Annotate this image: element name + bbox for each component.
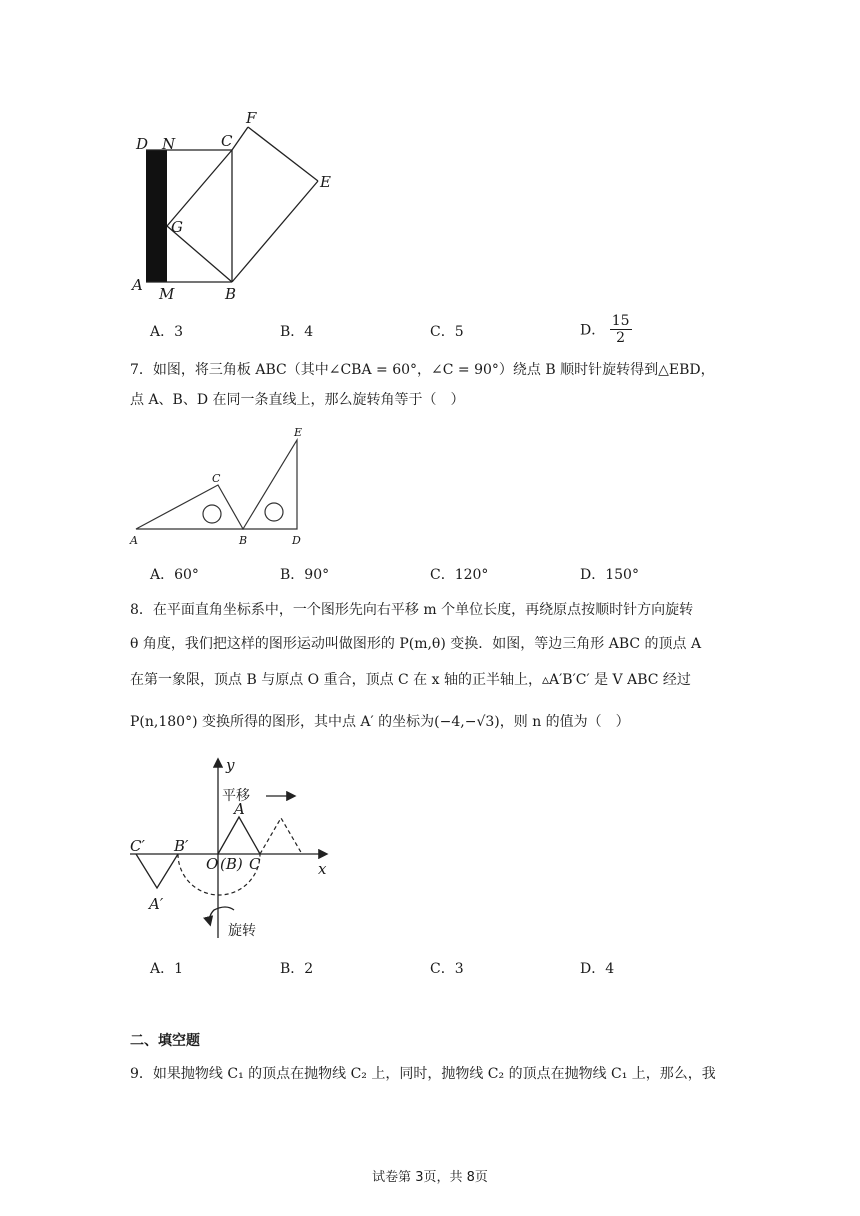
q8-option-d[interactable]: D．4 bbox=[580, 961, 615, 977]
svg-text:C: C bbox=[249, 855, 261, 873]
q7-option-d[interactable]: D．150° bbox=[580, 567, 639, 583]
svg-text:平移: 平移 bbox=[222, 788, 250, 804]
q8-option-c[interactable]: C．3 bbox=[430, 961, 464, 977]
q7-option-c[interactable]: C．120° bbox=[430, 567, 489, 583]
svg-text:旋转: 旋转 bbox=[228, 923, 256, 939]
q6-option-c[interactable]: C．5 bbox=[430, 324, 464, 340]
svg-text:E: E bbox=[320, 173, 331, 191]
fraction-denominator: 2 bbox=[616, 330, 626, 346]
q6-option-d-prefix: D． bbox=[580, 322, 606, 339]
svg-text:D: D bbox=[292, 534, 301, 547]
svg-text:E: E bbox=[294, 426, 303, 439]
q8-option-b[interactable]: B．2 bbox=[280, 961, 314, 977]
svg-text:N: N bbox=[162, 135, 176, 153]
q8-text-line1: 8．在平面直角坐标系中，一个图形先向右平移 m 个单位长度，再绕原点按顺时针方向旋转 bbox=[130, 602, 694, 618]
q7-text-line2: 点 A、B、D 在同一条直线上，那么旋转角等于（ ） bbox=[130, 392, 465, 408]
q6-option-b[interactable]: B．4 bbox=[280, 324, 314, 340]
q7-figure bbox=[126, 422, 326, 550]
svg-text:C′: C′ bbox=[130, 837, 145, 855]
svg-text:(B): (B) bbox=[220, 855, 243, 873]
svg-text:A′: A′ bbox=[149, 895, 164, 913]
q7-text-line1: 7．如图，将三角板 ABC（其中∠CBA = 60°，∠C = 90°）绕点 B 顺时针旋转得到△EBD， bbox=[130, 362, 715, 378]
q6-black-bar bbox=[146, 150, 167, 282]
page-footer: 试卷第 3页，共 8页 bbox=[372, 1170, 488, 1185]
fraction-numerator: 15 bbox=[611, 313, 630, 329]
svg-text:A: A bbox=[234, 800, 245, 818]
svg-text:A: A bbox=[130, 534, 138, 547]
q7-option-a[interactable]: A．60° bbox=[150, 567, 199, 583]
svg-text:O: O bbox=[206, 855, 219, 873]
svg-text:D: D bbox=[136, 135, 149, 153]
q8-option-a[interactable]: A．1 bbox=[150, 961, 184, 977]
svg-text:A: A bbox=[132, 276, 143, 294]
q7-option-b[interactable]: B．90° bbox=[280, 567, 330, 583]
q6-option-d[interactable] bbox=[580, 313, 632, 346]
q9-text-line1: 9．如果抛物线 C₁ 的顶点在抛物线 C₂ 上，同时，抛物线 C₂ 的顶点在抛物线 C₁ 上，那么，我 bbox=[130, 1066, 716, 1082]
svg-text:x: x bbox=[318, 860, 327, 878]
section-title-fill-in: 二、填空题 bbox=[130, 1033, 200, 1049]
svg-text:F: F bbox=[246, 109, 257, 127]
q8-figure bbox=[126, 752, 346, 944]
svg-text:M: M bbox=[159, 285, 175, 300]
svg-text:B: B bbox=[239, 534, 248, 547]
q6-option-d-fraction bbox=[610, 313, 632, 346]
svg-text:B′: B′ bbox=[174, 837, 189, 855]
svg-text:C: C bbox=[212, 472, 221, 485]
q6-option-a[interactable]: A．3 bbox=[150, 324, 184, 340]
q8-text-line4: P(n,180°) 变换所得的图形，其中点 A′ 的坐标为(−4,−√3)，则 n 的值为（ ） bbox=[130, 714, 630, 730]
q6-figure bbox=[128, 108, 348, 300]
svg-text:C: C bbox=[221, 132, 233, 150]
svg-text:G: G bbox=[171, 218, 183, 236]
q8-text-line2: θ 角度，我们把这样的图形运动叫做图形的 P(m,θ) 变换．如图，等边三角形 ABC 的顶点 A bbox=[130, 636, 702, 652]
svg-text:B: B bbox=[225, 285, 237, 300]
svg-text:y: y bbox=[226, 756, 235, 774]
q8-text-line3: 在第一象限，顶点 B 与原点 O 重合，顶点 C 在 x 轴的正半轴上，▵A′B′C′ 是 V ABC 经过 bbox=[130, 672, 691, 688]
